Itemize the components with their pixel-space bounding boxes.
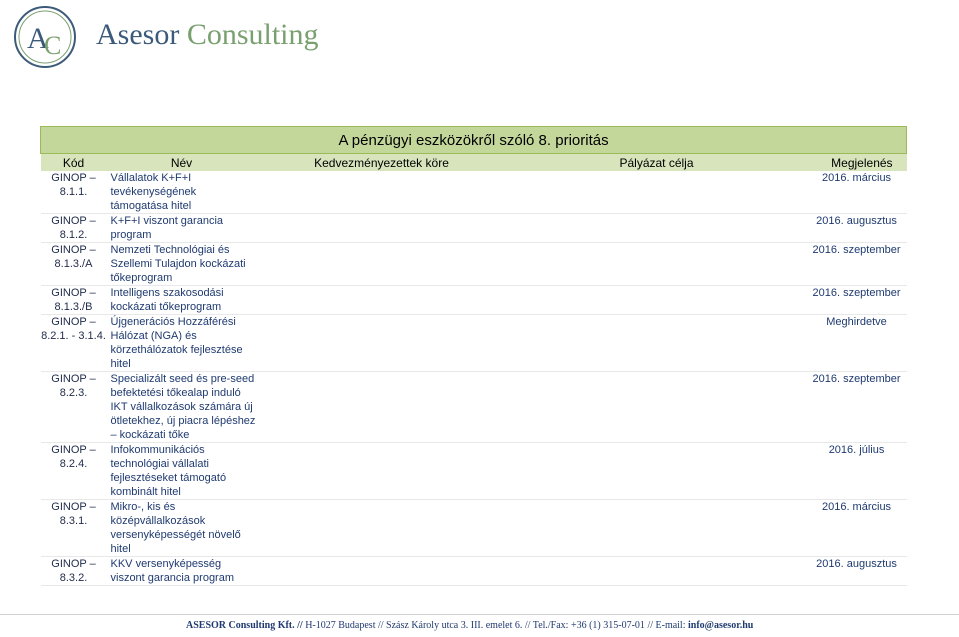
table-title: A pénzügyi eszközökről szóló 8. prioritás <box>41 127 907 154</box>
cell-kod: GINOP – 8.1.1. <box>41 171 107 214</box>
cell-kedvezmenyezettek <box>257 372 507 443</box>
cell-nev: Nemzeti Technológiai és Szellemi Tulajdon kockázati tőkeprogram <box>107 243 257 286</box>
footer-email[interactable]: info@asesor.hu <box>688 620 754 631</box>
cell-nev: Vállalatok K+F+I tevékenységének támogatása hitel <box>107 171 257 214</box>
cell-nev: Intelligens szakosodási kockázati tőkeprogram <box>107 286 257 315</box>
cell-megjelenes: 2016. július <box>807 443 907 500</box>
table-row <box>41 171 907 214</box>
cell-kedvezmenyezettek <box>257 214 507 243</box>
footer-company: ASESOR Consulting Kft. <box>186 620 295 631</box>
cell-kod: GINOP – 8.1.2. <box>41 214 107 243</box>
cell-cel <box>507 243 807 286</box>
cell-megjelenes: 2016. március <box>807 500 907 557</box>
cell-kod: GINOP – 8.1.3./A <box>41 243 107 286</box>
header-cel: Pályázat célja <box>507 154 807 172</box>
priority-table <box>40 126 906 586</box>
cell-kod: GINOP – 8.1.3./B <box>41 286 107 315</box>
page-footer: ASESOR Consulting Kft. // H-1027 Budapest // Szász Károly utca 3. III. emelet 6. // Tel./Fax: +36 (1) 315-07-01 // E-mail: info@asesor.hu <box>0 614 959 637</box>
cell-kod: GINOP – 8.3.2. <box>41 557 107 586</box>
cell-kedvezmenyezettek <box>257 286 507 315</box>
cell-kod: GINOP – 8.2.1. - 3.1.4. <box>41 315 107 372</box>
cell-kod: GINOP – 8.2.3. <box>41 372 107 443</box>
cell-cel <box>507 372 807 443</box>
cell-cel <box>507 557 807 586</box>
table-row <box>41 500 907 557</box>
svg-text:A: A <box>27 22 49 55</box>
cell-cel <box>507 315 807 372</box>
cell-megjelenes: 2016. szeptember <box>807 243 907 286</box>
cell-kedvezmenyezettek <box>257 557 507 586</box>
cell-cel <box>507 500 807 557</box>
table-row <box>41 315 907 372</box>
cell-cel <box>507 286 807 315</box>
page-header <box>12 4 412 70</box>
table-row <box>41 214 907 243</box>
footer-address: H-1027 Budapest <box>305 620 376 631</box>
brand-name-part2: Consulting <box>186 18 319 51</box>
svg-text:C: C <box>44 31 62 60</box>
table-row <box>41 243 907 286</box>
cell-megjelenes: 2016. március <box>807 171 907 214</box>
cell-nev: Specializált seed és pre-seed befektetési tőkealap induló IKT vállalkozások számára új ötletekhez, új piacra lépéshez – kockázati tőke <box>107 372 257 443</box>
table-row <box>41 557 907 586</box>
cell-nev: Újgenerációs Hozzáférési Hálózat (NGA) és körzethálózatok fejlesztése hitel <box>107 315 257 372</box>
cell-kod: GINOP – 8.2.4. <box>41 443 107 500</box>
cell-nev: KKV versenyképesség viszont garancia program <box>107 557 257 586</box>
header-kod: Kód <box>41 154 107 172</box>
cell-kedvezmenyezettek <box>257 315 507 372</box>
cell-megjelenes: 2016. augusztus <box>807 557 907 586</box>
table-row <box>41 372 907 443</box>
cell-nev: Infokommunikációs technológiai vállalati fejlesztéseket támogató kombinált hitel <box>107 443 257 500</box>
cell-megjelenes: 2016. szeptember <box>807 286 907 315</box>
footer-email-label: E-mail: <box>655 620 686 631</box>
cell-kedvezmenyezettek <box>257 243 507 286</box>
cell-kedvezmenyezettek <box>257 500 507 557</box>
footer-phone: Tel./Fax: +36 (1) 315-07-01 <box>532 620 645 631</box>
footer-street: Szász Károly utca 3. III. emelet 6. <box>386 620 523 631</box>
cell-kod: GINOP – 8.3.1. <box>41 500 107 557</box>
header-nev: Név <box>107 154 257 172</box>
cell-megjelenes: 2016. augusztus <box>807 214 907 243</box>
header-kedvezmenyezettek: Kedvezményezettek köre <box>257 154 507 172</box>
table-row <box>41 443 907 500</box>
cell-kedvezmenyezettek <box>257 171 507 214</box>
cell-megjelenes: Meghirdetve <box>807 315 907 372</box>
brand-name-part1: Asesor <box>96 18 180 51</box>
cell-nev: Mikro-, kis és középvállalkozások versenyképességét növelő hitel <box>107 500 257 557</box>
cell-nev: K+F+I viszont garancia program <box>107 214 257 243</box>
asesor-logo <box>12 4 78 70</box>
cell-kedvezmenyezettek <box>257 443 507 500</box>
cell-cel <box>507 171 807 214</box>
cell-megjelenes: 2016. szeptember <box>807 372 907 443</box>
table-row <box>41 286 907 315</box>
cell-cel <box>507 443 807 500</box>
header-megjelenes: Megjelenés <box>807 154 907 172</box>
cell-cel <box>507 214 807 243</box>
brand-name <box>96 18 319 52</box>
table-body <box>41 171 907 586</box>
